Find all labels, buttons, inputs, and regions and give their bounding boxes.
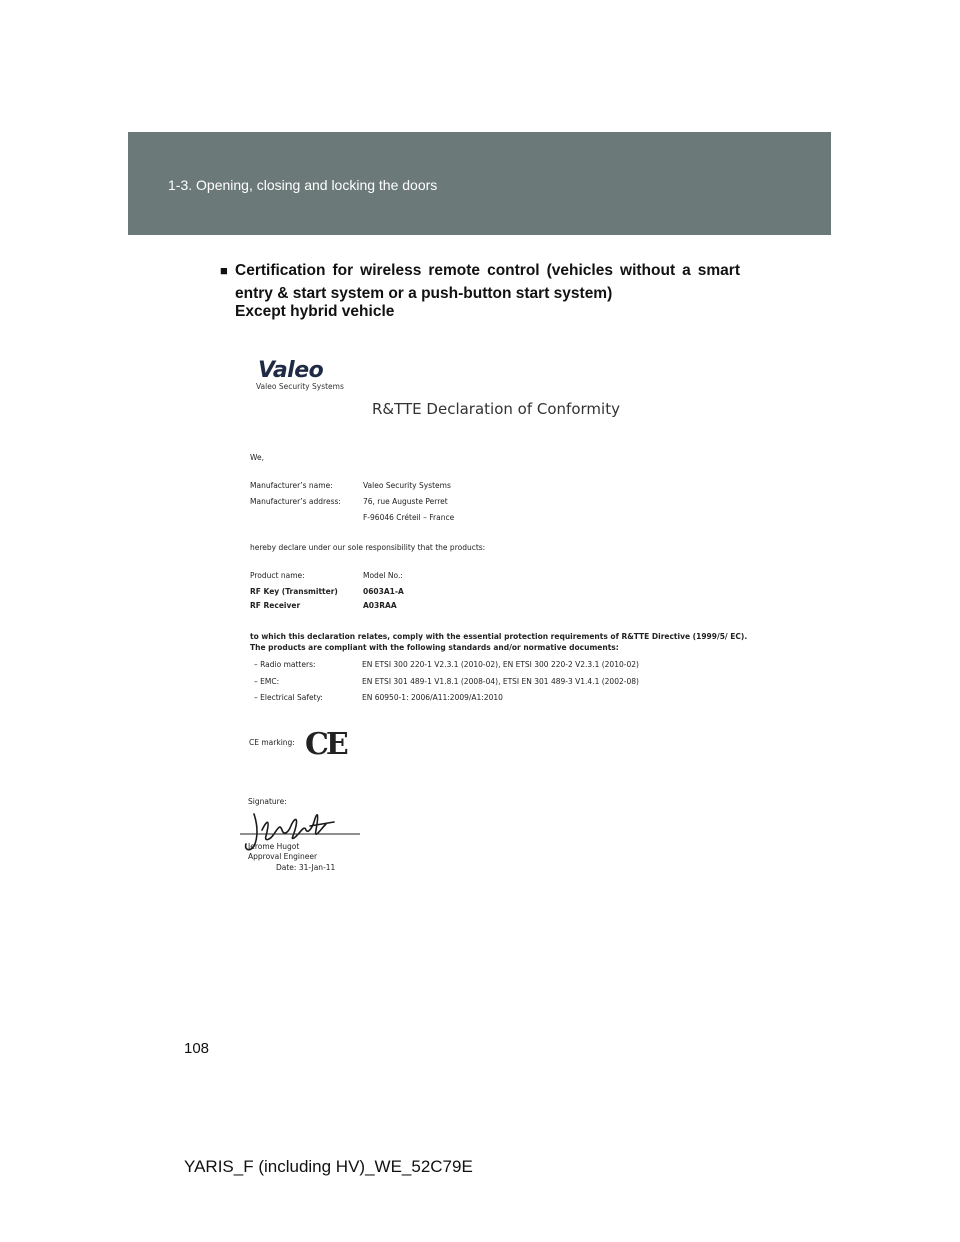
relates-text-line-2: The products are compliant with the following standards and/or normative documents: xyxy=(250,643,619,652)
product-model: 0603A1-A xyxy=(363,587,404,596)
signer-name: Jerome Hugot xyxy=(248,842,300,851)
manufacturer-address-label: Manufacturer’s address: xyxy=(250,497,341,506)
model-no-label: Model No.: xyxy=(363,571,403,580)
valeo-logo: Valeo xyxy=(258,358,324,383)
handwritten-signature xyxy=(236,800,366,860)
document-footer: YARIS_F (including HV)_WE_52C79E xyxy=(184,1157,473,1176)
standard-label: – Electrical Safety: xyxy=(254,693,323,702)
standard-label: – EMC: xyxy=(254,677,280,686)
relates-text-line-1: to which this declaration relates, comply with the essential protection requirements of R&TTE Directive (1999/5/ EC). xyxy=(250,632,748,641)
address-line-1: 76, rue Auguste Perret xyxy=(363,497,448,506)
standard-value: EN ETSI 301 489-1 V1.8.1 (2008-04), ETSI EN 301 489-3 V1.4.1 (2002-08) xyxy=(362,677,639,686)
bullet-square-icon: ■ xyxy=(220,263,228,278)
declaration-title: R&TTE Declaration of Conformity xyxy=(372,400,620,418)
signature-label: Signature: xyxy=(248,797,287,806)
certification-heading xyxy=(220,259,740,305)
section-header xyxy=(128,132,831,235)
manufacturer-name: Valeo Security Systems xyxy=(363,481,451,490)
product-model: A03RAA xyxy=(363,601,397,610)
section-title: 1-3. Opening, closing and locking the doors xyxy=(168,177,438,193)
heading-text: Certification for wireless remote control (vehicles without a smart entry & start system or a push-button start system) xyxy=(235,262,740,302)
hereby-text: hereby declare under our sole responsibility that the products: xyxy=(250,543,486,552)
product-name-label: Product name: xyxy=(250,571,305,580)
standard-value: EN 60950-1: 2006/A11:2009/A1:2010 xyxy=(362,693,503,702)
address-line-2: F-96046 Créteil – France xyxy=(363,513,455,522)
standard-value: EN ETSI 300 220-1 V2.3.1 (2010-02), EN ETSI 300 220-2 V2.3.1 (2010-02) xyxy=(362,660,639,669)
logo-subtitle: Valeo Security Systems xyxy=(256,382,344,391)
we-text: We, xyxy=(250,453,264,462)
product-name: RF Key (Transmitter) xyxy=(250,587,338,596)
manufacturer-name-label: Manufacturer’s name: xyxy=(250,481,333,490)
product-name: RF Receiver xyxy=(250,601,301,610)
ce-marking-label: CE marking: xyxy=(249,738,295,747)
subheading: Except hybrid vehicle xyxy=(235,303,395,320)
signer-title: Approval Engineer xyxy=(248,852,318,861)
page-number: 108 xyxy=(184,1040,210,1057)
ce-mark-icon: CE xyxy=(305,727,346,762)
signature-date: Date: 31-Jan-11 xyxy=(276,863,336,872)
standard-label: – Radio matters: xyxy=(254,660,316,669)
